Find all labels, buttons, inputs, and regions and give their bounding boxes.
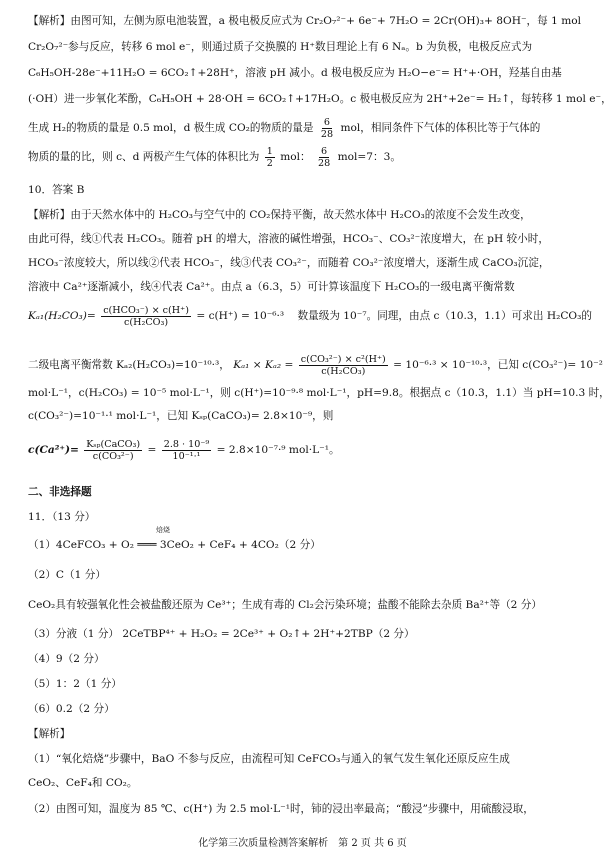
line5-text-b: mol，相同条件下气体的体积比等于气体的 [340, 122, 541, 134]
ca-mid: = [147, 444, 157, 456]
fraction-denominator: c(H₂CO₃) [321, 365, 366, 377]
answer-11-2: （2）C（1 分） [28, 569, 106, 581]
fraction-1-2 [265, 146, 275, 169]
ka1-equation [28, 300, 592, 332]
section-2-heading: 二、非选择题 [28, 486, 92, 498]
ca-lhs: c(Ca²⁺)= [28, 444, 79, 456]
q10-analysis-line-2: 由此可得，线①代表 H₂CO₃。随着 pH 的增大，溶液的碱性增强，HCO₃⁻、CO₃²⁻浓度增大，在 pH 较小时， [28, 233, 549, 245]
answer-11-4: （4）9（2 分） [28, 653, 105, 665]
ka1-lhs: Kₐ₁(H₂CO₃)= [28, 310, 96, 322]
ka1ka2-lhs: Kₐ₁ × Kₐ₂ = [233, 359, 294, 371]
question-10-answer: 10．答案 B [28, 184, 85, 196]
ka1-fraction [101, 305, 191, 328]
analysis-11-2: （2）由图可知，温度为 85 ℃、c(H⁺) 为 2.5 mol·L⁻¹时，铈的浸出率最高；“酸浸”步骤中，用硫酸浸取， [28, 803, 534, 815]
analysis-11-1b: CeO₂、CeF₄和 CO₂。 [28, 777, 138, 789]
line6-text-a: 物质的量的比，则 c、d 两极产生气体的体积比为 [28, 151, 260, 163]
ka1-tail: 数量级为 10⁻⁷。同理，由点 c（10.3，1.1）可求出 H₂CO₃的 [297, 310, 592, 322]
q10-analysis-line-3: HCO₃⁻浓度较大，所以线②代表 HCO₃⁻，线③代表 CO₃²⁻，而随着 CO₃²⁻浓度增大，逐渐生成 CaCO₃沉淀， [28, 257, 550, 269]
answer-11-1 [28, 526, 585, 554]
ka2-text-a: 二级电离平衡常数 Kₐ₂(H₂CO₃)=10⁻¹⁰·³， [28, 359, 230, 371]
analysis-line-3: C₆H₅OH-28e⁻+11H₂O = 6CO₂↑+28H⁺，溶液 pH 减小。d 极电极反应为 H₂O−e⁻= H⁺+·OH，羟基自由基 [28, 67, 562, 79]
ka2-line [28, 350, 603, 380]
line6-text-c: mol=7：3。 [337, 151, 401, 163]
ka1-rhs: = c(H⁺) = 10⁻⁶·³ [196, 310, 285, 322]
fraction-numerator: 6 [323, 116, 331, 128]
answer-11-1-text: （1）4CeFCO₃ + O₂ ═══ 3CeO₂ + CeF₄ + 4CO₂（2 分） [28, 539, 321, 551]
ka1ka2-fraction [299, 354, 388, 377]
fraction-numerator: c(HCO₃⁻) × c(H⁺) [103, 304, 189, 316]
answer-11-3: （3）分液（1 分） 2CeTBP⁴⁺ + H₂O₂ = 2Ce³⁺ + O₂↑+ 2H⁺+2TBP（2 分） [28, 628, 415, 640]
fraction-numerator: c(CO₃²⁻) × c²(H⁺) [300, 353, 386, 365]
fraction-denominator: 28 [320, 128, 334, 140]
analysis-line-1: 【解析】由图可知，左侧为原电池装置，a 极电极反应式为 Cr₂O₇²⁻+ 6e⁻+ 7H₂O = 2Cr(OH)₃+ 8OH⁻，每 1 mol [28, 15, 582, 27]
answer-11-2-explain: CeO₂具有较强氧化性会被盐酸还原为 Ce³⁺；生成有毒的 Cl₂会污染环境；盐酸不能除去杂质 Ba²⁺等（2 分） [28, 599, 542, 611]
fraction-denominator: c(CO₃²⁻) [92, 450, 134, 462]
fraction-6-28 [319, 117, 335, 140]
line5-text-a: 生成 H₂的物质的量是 0.5 mol，d 极生成 CO₂的物质的量是 [28, 122, 314, 134]
line6-text-b: mol： [280, 151, 311, 163]
fraction-numerator: 6 [321, 145, 328, 157]
fraction-numerator: 1 [266, 145, 273, 157]
question-11-heading: 11．（13 分） [28, 511, 96, 523]
ka2-text-c: = 10⁻⁶·³ × 10⁻¹⁰·³，已知 c(CO₃²⁻)= 10⁻² [393, 359, 603, 371]
fraction-6-28-b [316, 146, 332, 169]
fraction-denominator: c(H₂CO₃) [124, 316, 169, 328]
fraction-numerator: Kₛₚ(CaCO₃) [86, 438, 141, 450]
q10-analysis-line-4: 溶液中 Ca²⁺逐渐减小，线④代表 Ca²⁺。由点 a（6.3，5）可计算该温度下 H₂CO₃的一级电离平衡常数 [28, 281, 515, 293]
analysis-line-5 [28, 116, 585, 140]
reaction-condition: 焙烧 [156, 526, 170, 534]
analysis-line-2: Cr₂O₇²⁻参与反应，转移 6 mol e⁻，则通过质子交换膜的 H⁺数目理论上有 6 Nₐ。b 为负极，电极反应式为 [28, 41, 533, 53]
q10-analysis-line-5: mol·L⁻¹，c(H₂CO₃) = 10⁻⁵ mol·L⁻¹，则 c(H⁺)=10⁻⁹·⁸ mol·L⁻¹，pH=9.8。根据点 c（10.3，1.1）当 pH=10.3 时， [28, 387, 610, 399]
answer-11-5: （5）1：2（1 分） [28, 678, 122, 690]
analysis-11-1: （1）“氧化焙烧”步骤中，BaO 不参与反应，由流程可知 CeFCO₃与通入的氧气发生氧化还原反应生成 [28, 753, 510, 765]
fraction-denominator: 10⁻¹·¹ [172, 450, 201, 462]
fraction-denominator: 2 [266, 157, 273, 169]
fraction-numerator: 2.8 · 10⁻⁹ [163, 438, 210, 450]
answer-11-6: （6）0.2（2 分） [28, 703, 115, 715]
ca-rhs: = 2.8×10⁻⁷·⁹ mol·L⁻¹。 [216, 444, 340, 456]
ca-fraction-1 [84, 439, 142, 462]
fraction-denominator: 28 [317, 157, 331, 169]
q10-analysis-line-1: 【解析】由于天然水体中的 H₂CO₃与空气中的 CO₂保持平衡，故天然水体中 H₂CO₃的浓度不会发生改变， [28, 209, 531, 221]
ca-fraction-2 [162, 439, 212, 462]
ca-equation [28, 432, 585, 468]
analysis-line-4: (·OH）进一步氧化苯酚，C₆H₅OH + 28·OH = 6CO₂↑+17H₂O。c 极电极反应为 2H⁺+2e⁻= H₂↑，每转移 1 mol e⁻， [28, 93, 612, 105]
analysis-heading: 【解析】 [28, 728, 71, 740]
analysis-line-6 [28, 144, 585, 170]
page-footer: 化学第三次质量检测答案解析 第 2 页 共 6 页 [198, 838, 407, 849]
q10-analysis-line-6: c(CO₃²⁻)=10⁻¹·¹ mol·L⁻¹，已知 Kₛₚ(CaCO₃)= 2.8×10⁻⁹，则 [28, 410, 334, 422]
